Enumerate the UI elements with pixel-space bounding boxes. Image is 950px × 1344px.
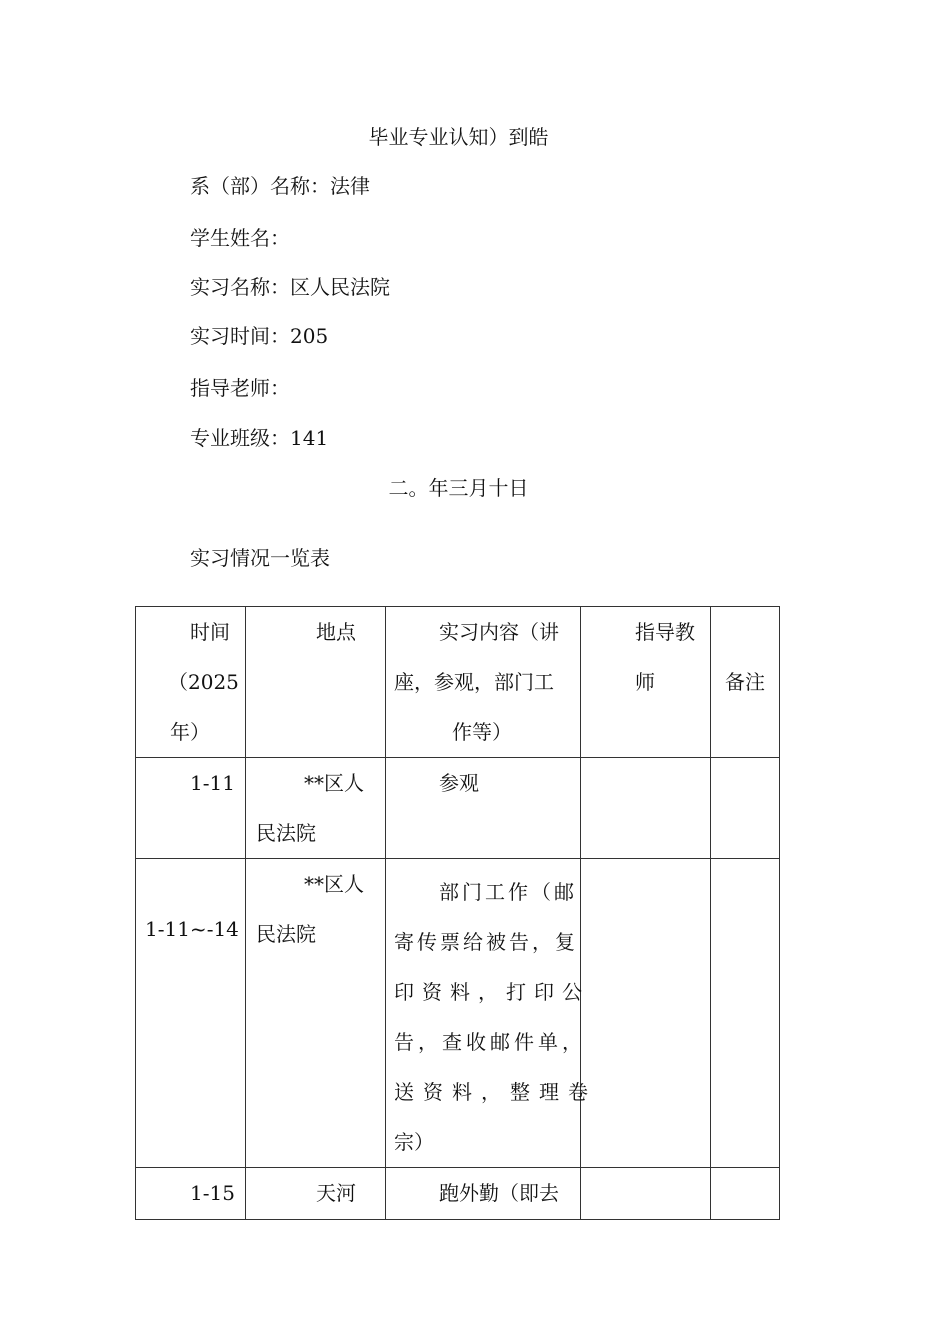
row2-content-line6: 宗） — [394, 1130, 434, 1154]
department-field: 系（部）名称：法律 — [190, 174, 370, 198]
row2-location-line1: **区人 — [304, 872, 364, 896]
table-row — [136, 1168, 780, 1220]
header-content-line1: 实习内容（讲 — [439, 620, 559, 644]
date-line: 二。年三月十日 — [388, 476, 529, 500]
row1-location-line2: 民法院 — [256, 821, 316, 845]
row3-time-value: 1-15 — [190, 1181, 235, 1205]
row1-content-line1: 参观 — [439, 771, 479, 795]
header-teacher — [581, 607, 711, 758]
row3-time — [136, 1168, 246, 1220]
row1-time — [136, 758, 246, 859]
row1-location-line1: **区人 — [304, 771, 364, 795]
student-name-field: 学生姓名： — [190, 226, 290, 250]
document-title: 毕业专业认知）到皓 — [368, 125, 549, 149]
header-time-line3: 年） — [170, 720, 210, 744]
row3-content-line1: 跑外勤（即去 — [439, 1181, 559, 1205]
row2-content-line3: 印资料，打印公 — [394, 980, 590, 1004]
row3-notes — [711, 1168, 780, 1220]
row3-teacher — [581, 1168, 711, 1220]
row1-notes — [711, 758, 780, 859]
row2-teacher — [581, 859, 711, 1168]
internship-table — [135, 606, 780, 1220]
row2-notes — [711, 859, 780, 1168]
header-time-line2: （2025 — [168, 670, 239, 694]
row2-content — [386, 859, 597, 1168]
header-teacher-line2: 师 — [635, 670, 655, 694]
row1-time-value: 1-11 — [190, 771, 235, 795]
header-location — [246, 607, 386, 758]
row2-time — [136, 859, 246, 1168]
row2-time-value: 1-11~-14 — [145, 917, 239, 941]
header-notes — [711, 607, 780, 758]
row2-location-line2: 民法院 — [256, 922, 316, 946]
internship-time-field: 实习时间：205 — [190, 324, 329, 348]
table-row — [136, 758, 780, 859]
header-notes-label: 备注 — [725, 670, 765, 694]
row2-content-line1: 部门工作（邮 — [439, 880, 577, 904]
header-content-line3: 作等） — [452, 720, 512, 744]
row3-content — [386, 1168, 581, 1220]
header-teacher-line1: 指导教 — [635, 620, 695, 644]
class-field: 专业班级：141 — [190, 426, 329, 450]
row3-location-line1: 天河 — [316, 1181, 356, 1205]
header-time — [136, 607, 246, 758]
table-row — [136, 859, 780, 1168]
table-header-row — [136, 607, 780, 758]
header-content-line2: 座，参观，部门工 — [394, 670, 554, 694]
row1-content — [386, 758, 581, 859]
table-caption: 实习情况一览表 — [190, 546, 330, 570]
row1-location — [246, 758, 386, 859]
row2-location — [246, 859, 386, 1168]
row1-teacher — [581, 758, 711, 859]
row3-location — [246, 1168, 386, 1220]
header-time-line1: 时间 — [190, 620, 230, 644]
row2-content-line4: 告，查收邮件单， — [394, 1030, 586, 1054]
row2-content-line2: 寄传票给被告，复 — [394, 930, 578, 954]
header-location-label: 地点 — [316, 620, 356, 644]
internship-name-field: 实习名称：区人民法院 — [190, 275, 390, 299]
header-content — [386, 607, 581, 758]
row2-content-line5: 送资料，整理卷 — [394, 1080, 597, 1104]
advisor-field: 指导老师： — [190, 376, 290, 400]
